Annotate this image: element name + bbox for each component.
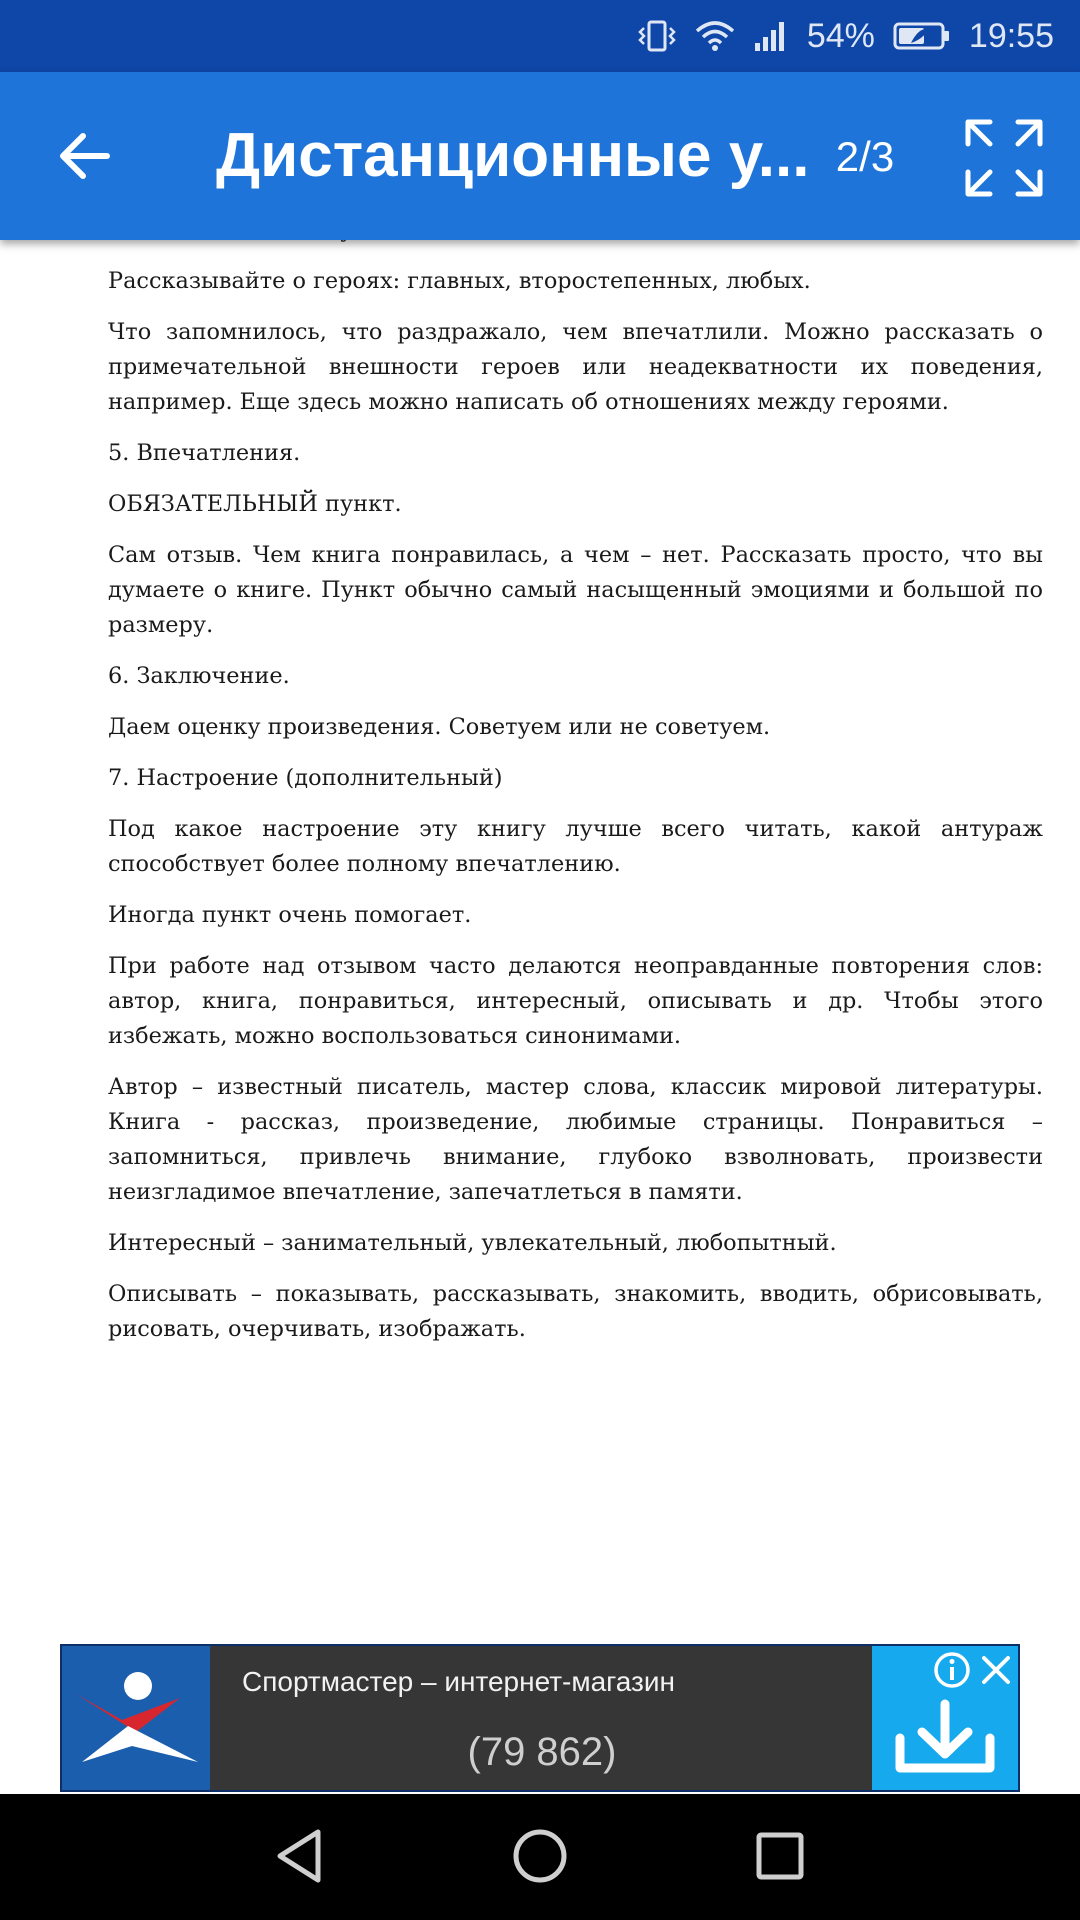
paragraph: Под какое настроение эту книгу лучше всего читать, какой антураж способствует более полному впечатлению. <box>108 816 1043 877</box>
document-title: Дистанционные у... <box>216 121 810 190</box>
clock: 19:55 <box>968 16 1054 55</box>
ad-close-icon[interactable] <box>976 1650 1016 1690</box>
nav-home-button[interactable] <box>495 1816 585 1896</box>
navigation-bar <box>0 1794 1080 1920</box>
paragraph: Интересный – занимательный, увлекательный, любопытный. <box>108 1230 837 1256</box>
fullscreen-icon <box>964 118 1044 198</box>
back-triangle-icon <box>270 1826 330 1886</box>
back-button[interactable] <box>40 114 130 198</box>
battery-percent: 54% <box>806 16 875 55</box>
paragraph: Иногда пункт очень помогает. <box>108 902 472 928</box>
ad-title: Спортмастер – интернет-магазин <box>242 1666 675 1697</box>
app-bar <box>0 72 1080 240</box>
back-arrow-icon <box>57 128 113 184</box>
vibrate-icon <box>637 19 677 53</box>
paragraph: Что запомнилось, что раздражало, чем впечатлили. Можно рассказать о примечательной внешности героев или неадекватности их поведения, например. Еще здесь можно написать об отношениях между героями. <box>108 319 1043 415</box>
page-indicator: 2/3 <box>835 133 895 180</box>
ad-rating-count: (79 862) <box>467 1730 617 1774</box>
document-viewer[interactable] <box>0 240 1080 1626</box>
paragraph: ОБЯЗАТЕЛЬНЫЙ пункт. <box>108 491 402 517</box>
paragraph: Даем оценку произведения. Советуем или не советуем. <box>108 714 771 740</box>
paragraph: 7. Настроение (дополнительный) <box>108 765 503 791</box>
sportmaster-logo <box>62 1646 210 1790</box>
battery-icon <box>893 21 951 51</box>
paragraph: Сам отзыв. Чем книга понравилась, а чем – нет. Рассказать просто, что вы думаете о книге. Пункт обычно самый насыщенный эмоциями и большой по размеру. <box>108 542 1043 638</box>
home-circle-icon <box>510 1826 570 1886</box>
paragraph: Рассказывайте о героях: главных, второстепенных, любых. <box>108 268 811 294</box>
paragraph: Автор – известный писатель, мастер слова, классик мировой литературы. Книга - рассказ, произведение, любимые страницы. Понравиться – запомниться, привлечь внимание, глубоко взволновать, произвести неизгладимое впечатление, запечатлеться в памяти. <box>108 1074 1043 1205</box>
ad-banner[interactable] <box>60 1644 1020 1792</box>
recents-square-icon <box>750 1826 810 1886</box>
paragraph: При работе над отзывом часто делаются неоправданные повторения слов: автор, книга, понравиться, интересный, описывать и др. Чтобы этого избежать, можно воспользоваться синонимами. <box>108 953 1043 1049</box>
status-bar <box>0 0 1080 72</box>
paragraph: 5. Впечатления. <box>108 440 301 466</box>
document-page <box>108 213 1043 1363</box>
fullscreen-button[interactable] <box>956 110 1052 206</box>
ad-info-icon[interactable] <box>932 1650 972 1690</box>
nav-back-button[interactable] <box>255 1816 345 1896</box>
wifi-icon <box>695 19 735 53</box>
paragraph: 6. Заключение. <box>108 663 290 689</box>
nav-recents-button[interactable] <box>735 1816 825 1896</box>
paragraph: Описывать – показывать, рассказывать, знакомить, вводить, обрисовывать, рисовать, очерчивать, изображать. <box>108 1281 1043 1342</box>
signal-icon <box>753 19 789 53</box>
